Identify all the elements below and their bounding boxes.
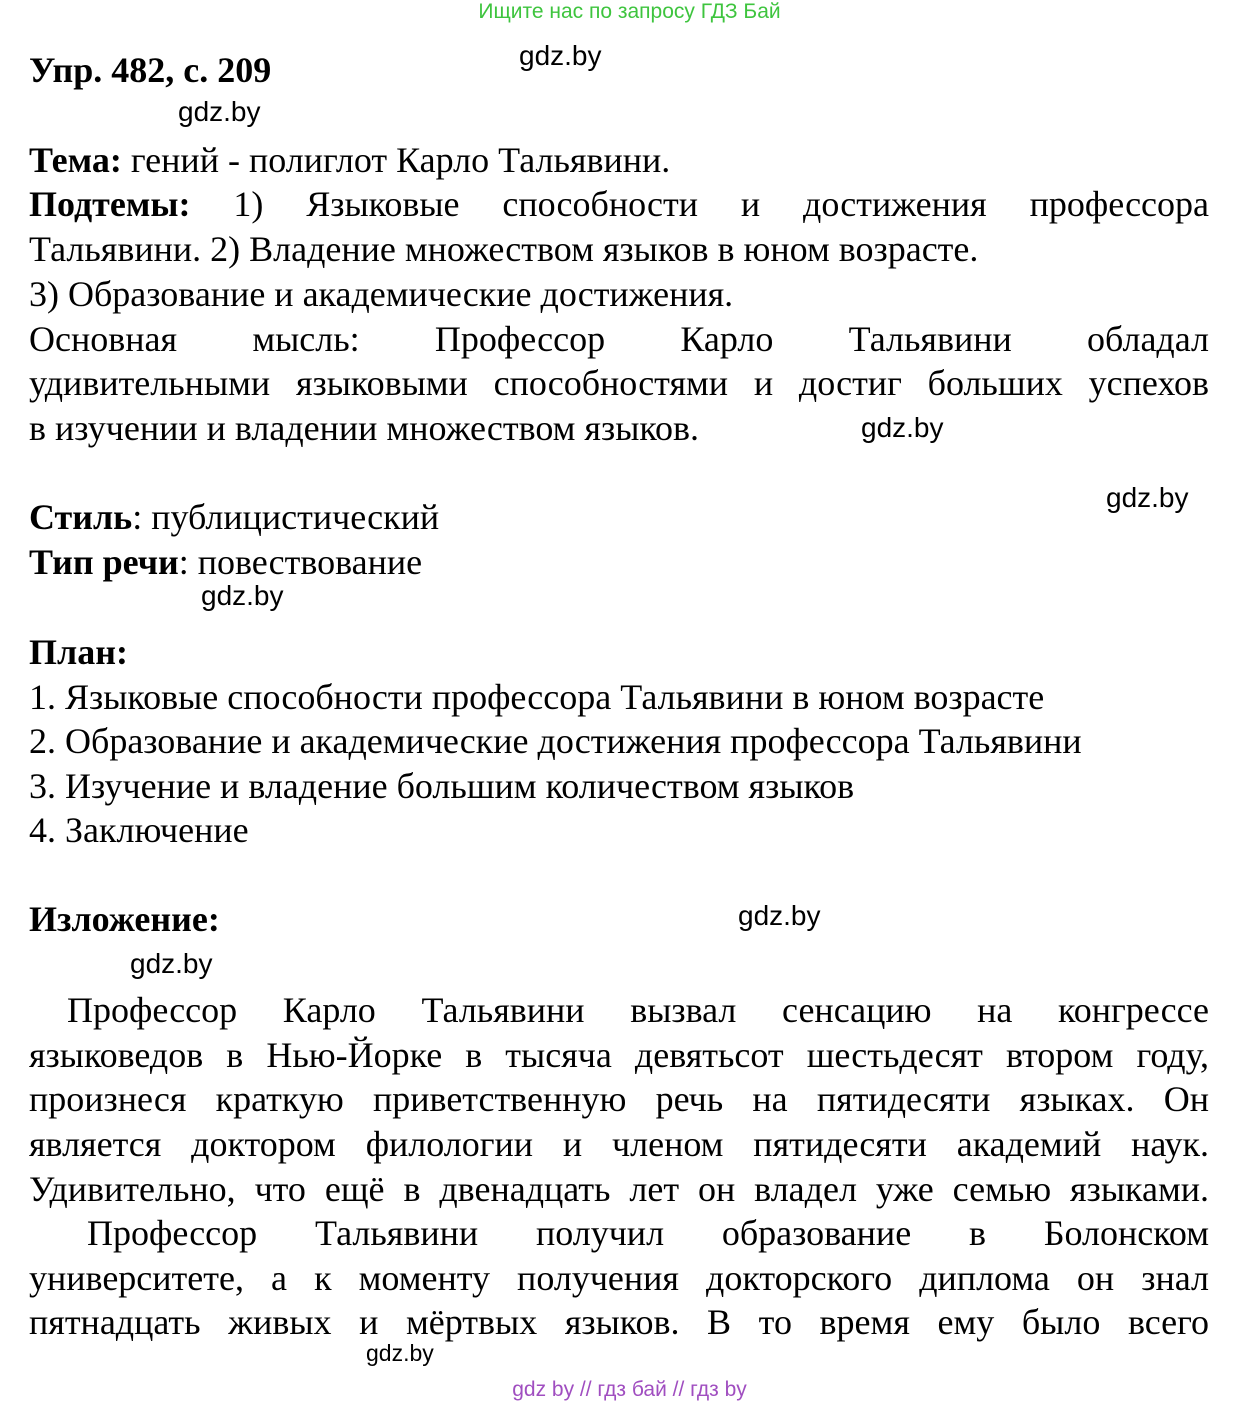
theme-line <box>29 138 1209 182</box>
plan-item: 1. Языковые способности профессора Тальявини в юном возрасте <box>29 677 1045 717</box>
subtopics-line-1: Подтемы: 1) Языковые способности и достижения профессора <box>29 184 1209 224</box>
watermark: gdz.by <box>861 412 944 443</box>
watermark: gdz.by <box>201 580 284 611</box>
summary-line: Профессор Карло Тальявини вызвал сенсацию на конгрессе <box>67 990 1209 1030</box>
summary-line: языковедов в Нью-Йорке в тысяча девятьсот шестьдесят втором году, <box>29 1035 1209 1075</box>
summary-label: Изложение: <box>29 899 220 939</box>
summary-line: произнеся краткую приветственную речь на пятидесяти языках. Он <box>29 1079 1209 1119</box>
top-banner: Ищите нас по запросу ГДЗ Бай <box>478 0 781 23</box>
plan-item: 2. Образование и академические достижения профессора Тальявини <box>29 721 1082 761</box>
main-idea-line-3: в изучении и владении множеством языков. <box>29 408 700 448</box>
subtopics-label: Подтемы: <box>29 184 191 224</box>
plan-item: 3. Изучение и владение большим количеством языков <box>29 766 855 806</box>
summary-line: пятнадцать живых и мёртвых языков. В то время ему было всего <box>29 1302 1209 1342</box>
theme-text: гений - полиглот Карло Тальявини. <box>121 140 671 180</box>
speech-type-label: Тип речи <box>29 542 179 582</box>
main-idea-line-1: Основная мысль: Профессор Карло Тальявини обладал <box>29 319 1209 359</box>
summary-line: университете, а к моменту получения докторского диплома он знал <box>29 1258 1209 1298</box>
plan-item: 4. Заключение <box>29 810 249 850</box>
summary-line: Удивительно, что ещё в двенадцать лет он владел уже семью языками. <box>29 1169 1209 1209</box>
watermark: gdz.by <box>178 96 261 127</box>
watermark: gdz.by <box>738 900 821 931</box>
speech-type-line: Тип речи: повествование <box>29 542 423 582</box>
watermark: gdz.by <box>366 1340 434 1366</box>
main-idea-line-2: удивительными языковыми способностями и достиг больших успехов <box>29 363 1209 403</box>
theme-label: Тема: <box>29 140 122 180</box>
watermark: gdz.by <box>519 40 602 71</box>
exercise-title: Упр. 482, с. 209 <box>29 50 272 90</box>
summary-line: является доктором филологии и членом пятидесяти академий наук. <box>29 1124 1209 1164</box>
subtopics-line-3: 3) Образование и академические достижения. <box>29 274 734 314</box>
bottom-banner: gdz by // гдз бай // гдз by <box>512 1378 747 1401</box>
subtopics-line-2: Тальявини. 2) Владение множеством языков в юном возрасте. <box>29 229 979 269</box>
style-label: Стиль <box>29 497 133 537</box>
plan-label: План: <box>29 632 128 672</box>
summary-line: Профессор Тальявини получил образование в Болонском <box>87 1213 1209 1253</box>
watermark: gdz.by <box>130 948 213 979</box>
style-line: Стиль: публицистический <box>29 497 440 537</box>
watermark: gdz.by <box>1106 482 1189 513</box>
